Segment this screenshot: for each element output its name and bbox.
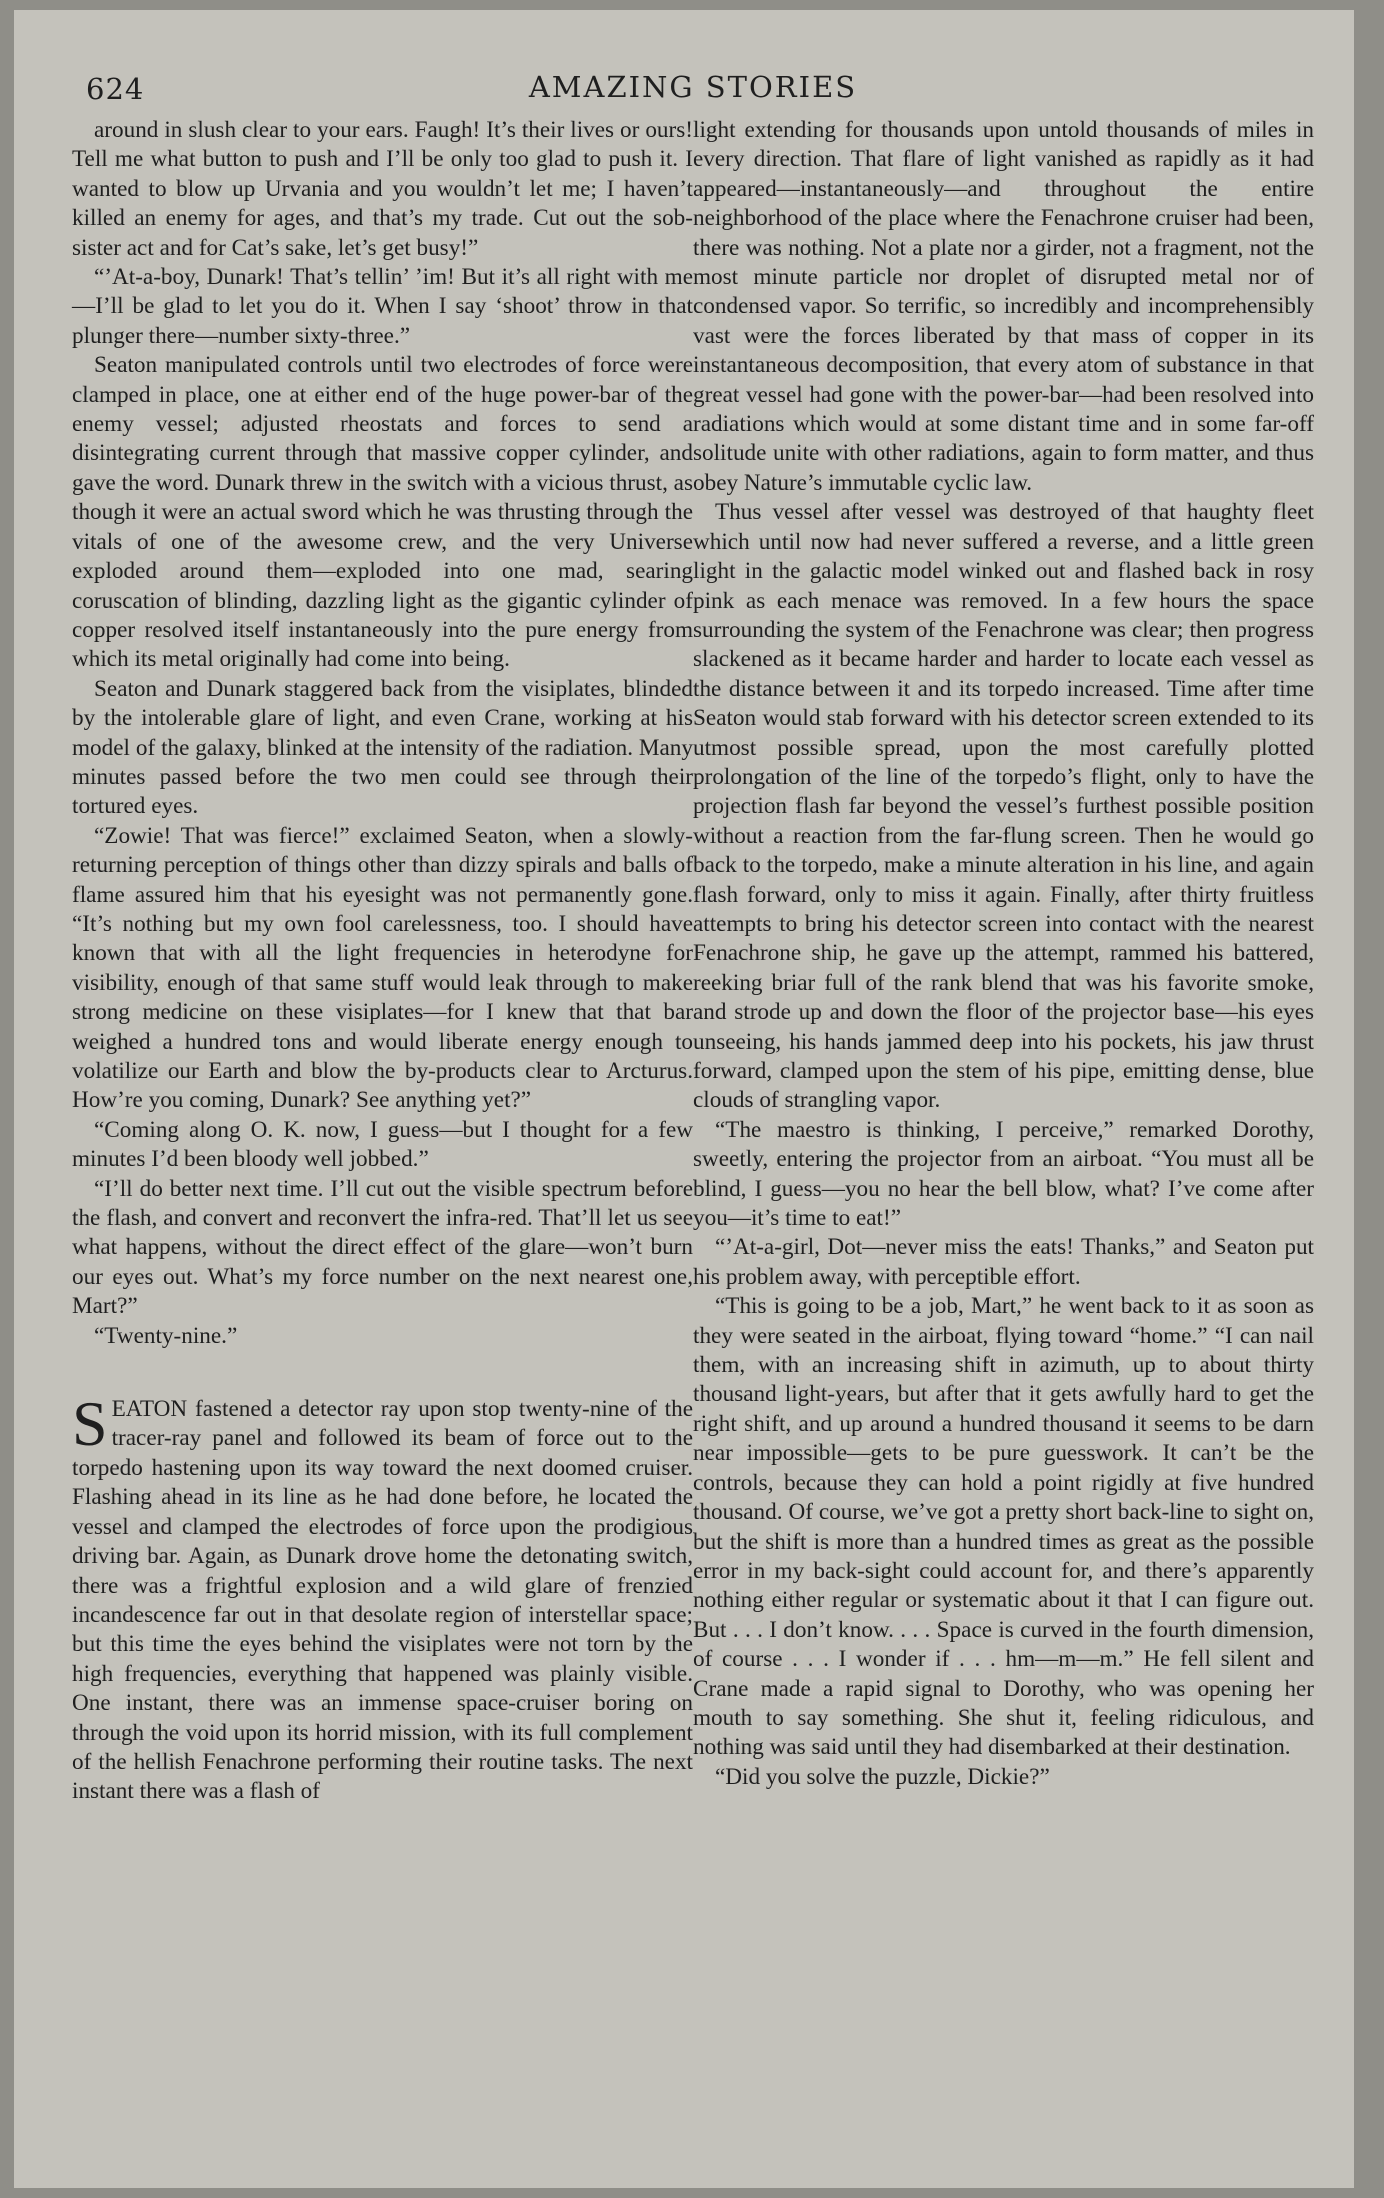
paragraph: “This is going to be a job, Mart,” he went back to it as soon as they were seated in the airboat, flying toward “home.” “I can nail them, with an increasing shift in azimuth, up to about thirty thousand light-years, but after that it gets awfully hard to get the right shift, and up around a hundred thousand it seems to be darn near impossible—gets to be pure guesswork. It can’t be the controls, because they can hold a point rigidly at five hundred thousand. Of course, we’ve got a pretty short back-line to sight on, but the shift is more than a hundred times as great as the possible error in my back-sight could account for, and there’s apparently nothing either regular or systematic about it that I can figure out. But . . . I don’t know. . . . Space is curved in the fourth dimension, of course . . . I wonder if . . . hm—m—m.” He fell silent and Crane made a rapid signal to Dorothy, who was opening her mouth to say something. She shut it, feeling ridiculous, and nothing was said until they had disembarked at their destination.	[693, 1293, 1314, 1761]
paragraph: Thus vessel after vessel was destroyed of that haughty fleet which until now had never suffered a reverse, and a little green light in the galactic model winked out and flashed back in rosy pink as each menace was removed. In a few hours the space surrounding the system of the Fenachrone was clear; then progress slackened as it became harder and harder to locate each vessel as the distance between it and its torpedo increased. Time after time Seaton would stab forward with his detector screen extended to its utmost possible spread, upon the most carefully plotted prolongation of the line of the torpedo’s flight, only to have the projection flash far beyond the vessel’s furthest possible position without a reaction from the far-flung screen. Then he would go back to the torpedo, make a minute alteration in his line, and again flash forward, only to miss it again. Finally, after thirty fruitless attempts to bring his detector screen into contact with the nearest Fenachrone ship, he gave up the attempt, rammed his battered, reeking briar full of the rank blend that was his favorite smoke, and strode up and down the floor of the projector base—his eyes unseeing, his hands jammed deep into his pockets, his jaw thrust forward, clamped upon the stem of his pipe, emitting dense, blue clouds of strangling vapor.	[693, 499, 1314, 1114]
running-head	[72, 66, 1314, 116]
section-start-paragraph	[72, 1388, 693, 1807]
section-start-text: EATON fastened a detector ray upon stop twenty-nine of the tracer-ray panel and followed its beam of force out to the torpedo hastening upon its way toward the next doomed cruiser. Flashing ahead in its line as he had done before, he located the vessel and clamped the electrodes of force upon the prodigious driving bar. Again, as Dunark drove home the detonating switch, there was a frightful explosion and a wild glare of frenzied incandescence far out in that desolate region of interstellar space; but this time the eyes behind the visiplates were not torn by the high frequencies, everything that happened was plainly visible. One instant, there was an immense space-cruiser boring on through the void upon its horrid mission, with its full complement of the hellish Fenachrone performing their routine tasks. The next instant there was a flash of	[72, 1396, 693, 1805]
paragraph: “Twenty-nine.”	[94, 1322, 238, 1349]
paragraph: Seaton manipulated controls until two electrodes of force were clamped in place, one at either end of the huge power-bar of the enemy vessel; adjusted rheostats and forces to send a disintegrating current through that massive copper cylinder, and gave the word. Dunark threw in the switch with a vicious thrust, as though it were an actual sword which he was thrusting through the vitals of one of the awesome crew, and the very Universe exploded around them—exploded into one mad, searing coruscation of blinding, dazzling light as the gigantic cylinder of copper resolved itself instantaneously into the pure energy from which its metal originally had come into being.	[72, 352, 693, 673]
left-column	[72, 116, 693, 1807]
paragraph: “’At-a-girl, Dot—never miss the eats! Thanks,” and Seaton put his problem away, with perceptible effort.	[693, 1234, 1314, 1290]
paragraph: light extending for thousands upon untold thousands of miles in every direction. That flare of light vanished as rapidly as it had appeared—instantaneously—and throughout the entire neighborhood of the place where the Fenachrone cruiser had been, there was nothing. Not a plate nor a girder, not a fragment, not the most minute particle nor droplet of disrupted metal nor of condensed vapor. So terrific, so incredibly and incomprehensibly vast were the forces liberated by that mass of copper in its instantaneous decomposition, that every atom of substance in that great vessel had gone with the power-bar—had been resolved into radiations which would at some distant time and in some far-off solitude unite with other radiations, again to form matter, and thus obey Nature’s immutable cyclic law.	[693, 117, 1314, 496]
paragraph: around in slush clear to your ears. Faugh! It’s their lives or ours! Tell me what button to push and I’ll be only too glad to push it. I wanted to blow up Urvania and you wouldn’t let me; I haven’t killed an enemy for ages, and that’s my trade. Cut out the sob-sister act and for Cat’s sake, let’s get busy!”	[72, 117, 693, 261]
drop-cap: S	[72, 1388, 108, 1460]
page-number: 624	[86, 72, 145, 106]
paragraph: “Coming along O. K. now, I guess—but I thought for a few minutes I’d been bloody well jobbed.”	[72, 1116, 693, 1173]
paragraph: “Zowie! That was fierce!” exclaimed Seaton, when a slowly-returning perception of things other than dizzy spirals and balls of flame assured him that his eyesight was not permanently gone. “It’s nothing but my own fool carelessness, too. I should have known that with all the light frequencies in heterodyne for visibility, enough of that same stuff would leak through to make strong medicine on these visiplates—for I knew that that bar weighed a hundred tons and would liberate energy enough to volatilize our Earth and blow the by-products clear to Arcturus. How’re you coming, Dunark? See anything yet?”	[72, 822, 693, 1114]
paragraph: “’At-a-boy, Dunark! That’s tellin’ ’im! But it’s all right with me—I’ll be glad to let you do it. When I say ‘shoot’ throw in that plunger there—number sixty-three.”	[72, 264, 693, 349]
paragraph: “Did you solve the puzzle, Dickie?”	[715, 1763, 1050, 1790]
paragraph: “The maestro is thinking, I perceive,” remarked Dorothy, sweetly, entering the projector from an airboat. “You must all be blind, I guess—you no hear the bell blow, what? I’ve come after you—it’s time to eat!”	[693, 1116, 1314, 1232]
journal-title: AMAZING STORIES	[528, 70, 858, 104]
text-columns	[72, 116, 1314, 1807]
paragraph: “I’ll do better next time. I’ll cut out the visible spectrum before the flash, and convert and reconvert the infra-red. That’ll let us see what happens, without the direct effect of the glare—won’t burn our eyes out. What’s my force number on the next nearest one, Mart?”	[72, 1175, 693, 1320]
right-column	[693, 116, 1314, 1807]
paragraph: Seaton and Dunark staggered back from the visiplates, blinded by the intolerable glare of light, and even Crane, working at his model of the galaxy, blinked at the intensity of the radiation. Many minutes passed before the two men could see through their tortured eyes.	[72, 675, 693, 820]
magazine-page	[14, 10, 1354, 2188]
